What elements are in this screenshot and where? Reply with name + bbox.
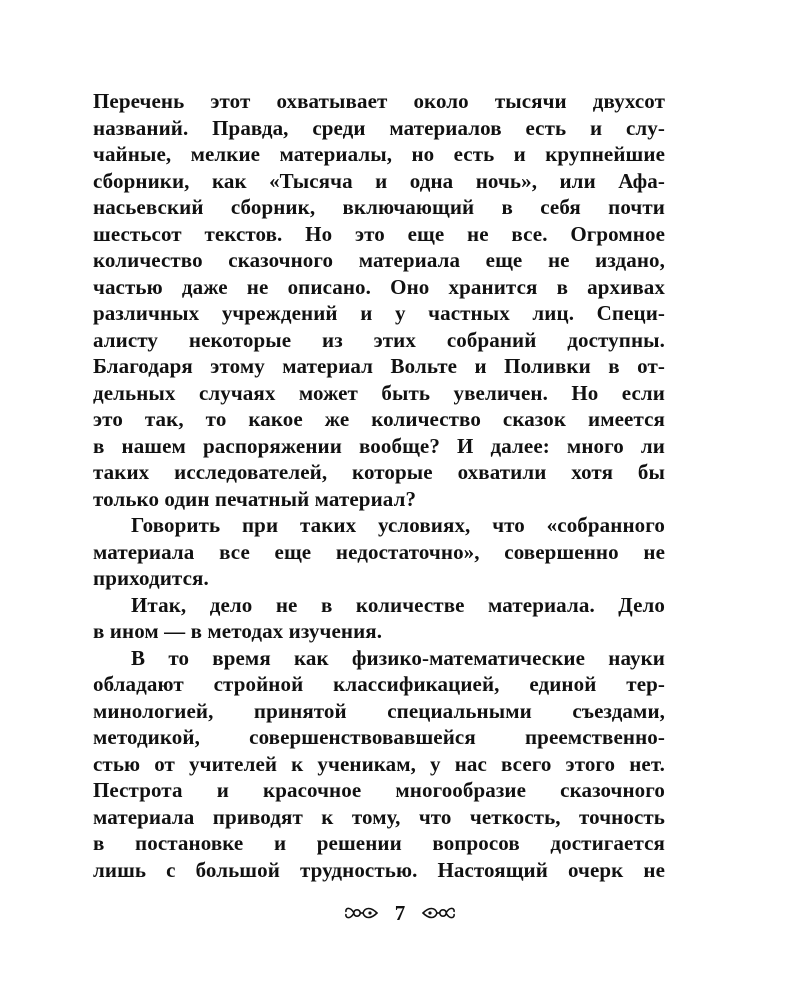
text-line: лишь с большой трудностью. Настоящий очерк не: [93, 857, 665, 882]
text-line: в нашем распоряжении вообще? И далее: много ли: [93, 433, 665, 458]
text-line: насьевский сборник, включающий в себя почти: [93, 195, 665, 219]
text-line: сборники, как «Тысяча и одна ночь», или Афа-: [93, 168, 665, 193]
text-line: Пестрота и красочное многообразие сказочного: [93, 778, 665, 802]
page-number: 7: [394, 901, 406, 925]
text-line: таких исследователей, которые охватили хотя бы: [93, 460, 665, 484]
text-line: стью от учителей к ученикам, у нас всего этого нет.: [93, 751, 665, 776]
text-line: дельных случаях может быть увеличен. Но если: [93, 380, 665, 405]
text-line: Итак, дело не в количестве материала. Дело: [131, 592, 665, 617]
text-line: обладают стройной классификацией, единой тер-: [93, 672, 665, 696]
text-line: Говорить при таких условиях, что «собранного: [131, 513, 665, 537]
text-line: частью даже не описано. Оно хранится в архивах: [93, 274, 665, 299]
text-line: чайные, мелкие материалы, но есть и крупнейшие: [93, 142, 665, 166]
text-line: это так, то какое же количество сказок имеется: [93, 407, 665, 431]
text-line: названий. Правда, среди материалов есть и слу-: [93, 115, 665, 140]
text-line: материала приводят к тому, что четкость, точность: [93, 804, 665, 829]
text-line: в ином — в методах изучения.: [93, 619, 383, 643]
text-line: Благодаря этому материал Вольте и Поливки в от-: [93, 354, 665, 378]
text-line: алисту некоторые из этих собраний доступны.: [93, 327, 665, 352]
text-line: методикой, совершенствовавшейся преемственно-: [93, 725, 665, 749]
text-line: минологией, принятой специальными съездами,: [93, 698, 665, 723]
text-line: количество сказочного материала еще не издано,: [93, 248, 665, 272]
text-line: Перечень этот охватывает около тысячи двухсот: [93, 89, 665, 113]
text-line: в постановке и решении вопросов достигается: [93, 831, 665, 855]
text-line: В то время как физико-математические науки: [131, 645, 665, 670]
text-line: различных учреждений и у частных лиц. Специ-: [93, 301, 665, 325]
text-line: материала все еще недостаточно», совершенно не: [93, 539, 665, 564]
page-footer: [0, 898, 800, 928]
text-line: шестьсот текстов. Но это еще не все. Огромное: [93, 221, 665, 246]
fleuron-right-icon: [421, 903, 457, 923]
text-line: приходится.: [93, 566, 209, 590]
fleuron-left-icon: [343, 903, 379, 923]
text-line: только один печатный материал?: [93, 486, 417, 511]
book-page-text: [93, 88, 665, 883]
